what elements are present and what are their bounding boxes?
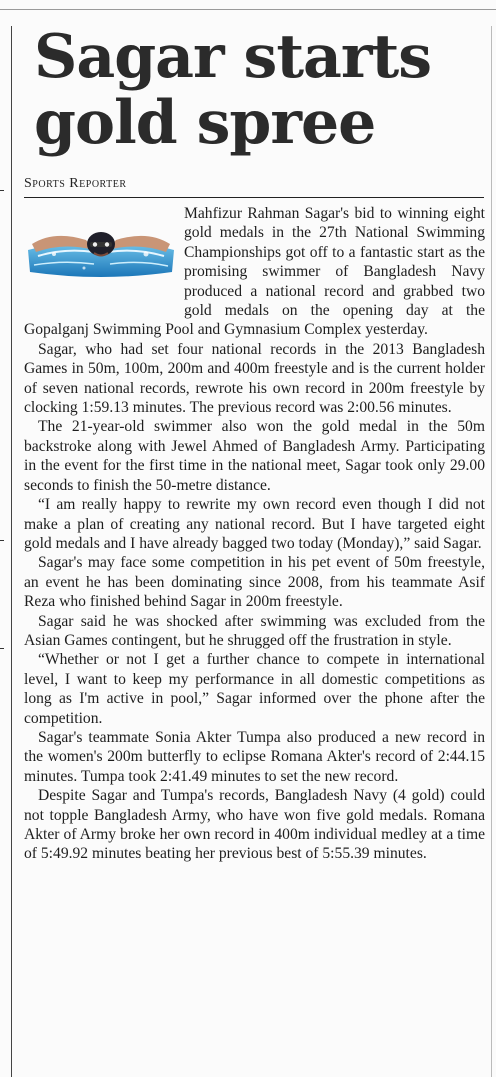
gutter-mark [0, 648, 4, 649]
gutter-mark [0, 540, 4, 541]
paragraph: Sagar, who had set four national records in the 2013 Bangladesh Games in 50m, 100m, 200m and 400m freestyle and is the current holder of seven national records, rewrote his own record in 200m freestyle by clocking 1:59.13 minutes. The previous record was 2:00.56 minutes. [24, 340, 485, 417]
headline-line-2: gold spree [34, 88, 376, 158]
top-border-rule [0, 9, 496, 10]
paragraph: Sagar's teammate Sonia Akter Tumpa also produced a new record in the women's 200m butterfly to eclipse Romana Akter's record of 2:44.15 minutes. Tumpa took 2:41.49 minutes to set the new record. [24, 728, 485, 785]
gutter-mark [0, 190, 4, 191]
column-divider [11, 26, 12, 1077]
paragraph: Sagar said he was shocked after swimming was excluded from the Asian Games contingent, but he shrugged off the frustration in style. [24, 612, 485, 649]
article-body [24, 204, 485, 864]
right-border-rule [491, 26, 492, 1077]
paragraph: Despite Sagar and Tumpa's records, Bangladesh Navy (4 gold) could not topple Bangladesh Army, who have won five gold medals. Romana Akter of Army broke her own record in 400m individual medley at a time of 5:49.92 minutes beating her previous best of 5:55.39 minutes. [24, 787, 485, 863]
photo-space [24, 204, 184, 320]
byline-rule [24, 197, 484, 198]
headline-line-1: Sagar starts [34, 22, 432, 92]
byline: Sports Reporter [24, 176, 127, 191]
paragraph: Mahfizur Rahman Sagar's bid to winning eight gold medals in the 27th National Swimming Championships got off to a fantastic start as the promising swimmer of Bangladesh Navy produced a national record and grabbed two gold medals on the opening day at the Gopalganj Swimming Pool and Gymnasium Complex yesterday. [24, 205, 485, 339]
paragraph: Sagar's may face some competition in his pet event of 50m freestyle, an event he has been dominating since 2008, from his teammate Asif Reza who finished behind Sagar in 200m freestyle. [24, 554, 485, 611]
paragraph: The 21-year-old swimmer also won the gold medal in the 50m backstroke along with Jewel Ahmed of Bangladesh Army. Participating in the event for the first time in the national meet, Sagar took only 29.00 seconds to finish the 50-metre distance. [24, 418, 485, 494]
paragraph: “I am really happy to rewrite my own record even though I did not make a plan of creating any national record. But I have targeted eight gold medals and I have already bagged two today (Monday),” said Sagar. [24, 496, 485, 552]
article-headline [34, 24, 490, 156]
paragraph: “Whether or not I get a further chance to compete in international level, I want to keep my performance in all domestic competitions as long as I'm active in pool,” Sagar informed over the phone after the competition. [24, 651, 485, 727]
